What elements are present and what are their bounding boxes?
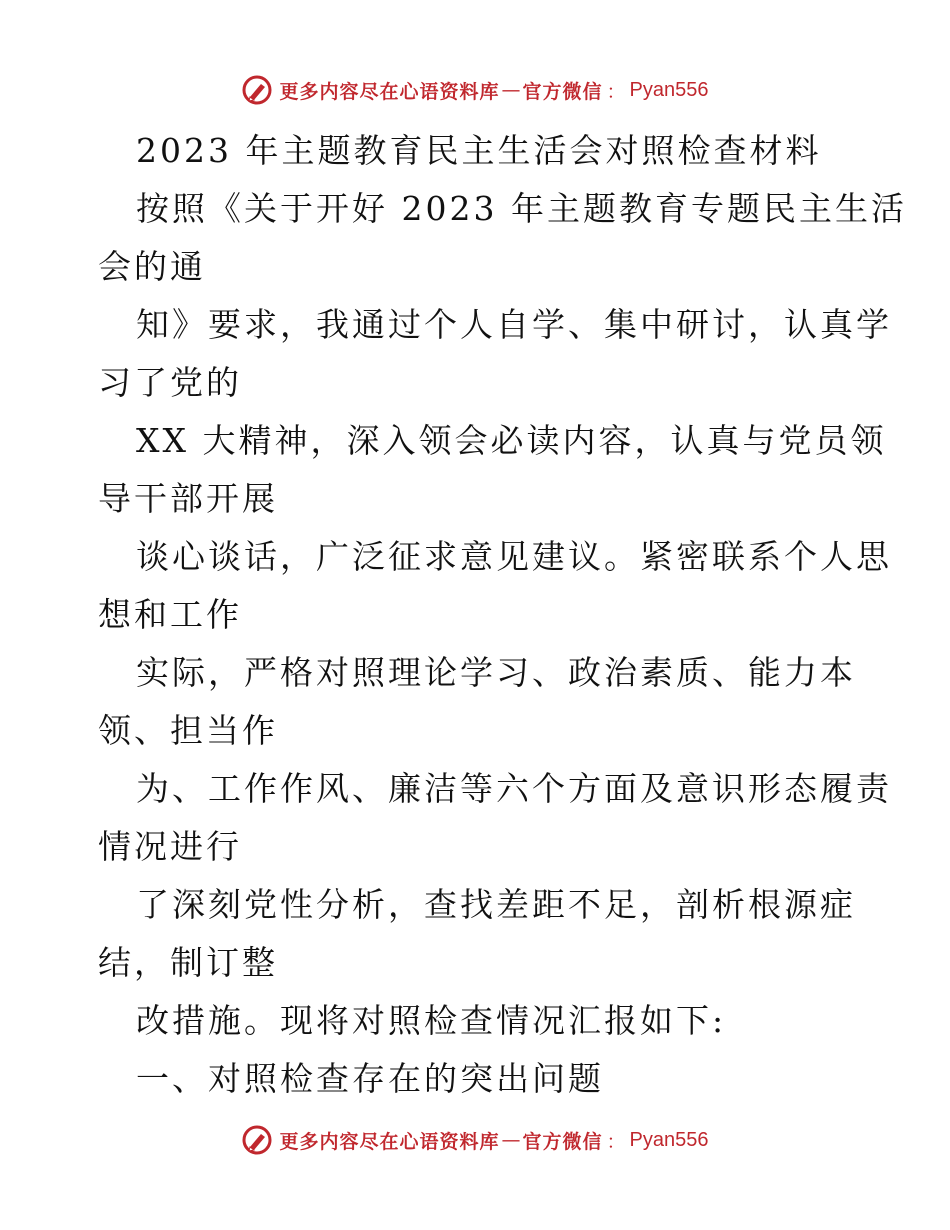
paragraph-line: 习了党的 — [98, 363, 242, 402]
banner-colon: ： — [606, 80, 626, 103]
paragraph-line: 按照《关于开好 2023 年主题教育专题民主生活 — [136, 189, 907, 228]
banner-wechat-id: Pyan556 — [629, 1128, 709, 1151]
banner-separator: — — [501, 1129, 521, 1151]
banner-text: 更多内容尽在心语资料库 — [279, 80, 500, 103]
section-heading: 一、对照检查存在的突出问题 — [136, 1059, 604, 1098]
paragraph-line: 了深刻党性分析，查找差距不足，剖析根源症 — [136, 885, 856, 924]
banner-text: 更多内容尽在心语资料库 — [279, 1130, 500, 1153]
banner-wechat-label: 官方微信 — [522, 80, 603, 103]
pen-logo-icon — [241, 74, 273, 106]
paragraph-line: 想和工作 — [98, 595, 242, 634]
banner-wechat-id: Pyan556 — [629, 78, 709, 101]
paragraph-line: 实际，严格对照理论学习、政治素质、能力本 — [136, 653, 856, 692]
banner-colon: ： — [606, 1130, 626, 1153]
paragraph-line: 谈心谈话，广泛征求意见建议。紧密联系个人思 — [136, 537, 892, 576]
footer-banner — [0, 1120, 950, 1160]
header-banner — [0, 70, 950, 110]
paragraph-line: 为、工作作风、廉洁等六个方面及意识形态履责 — [136, 769, 892, 808]
paragraph-line: 情况进行 — [98, 827, 242, 866]
paragraph-line: 导干部开展 — [98, 479, 278, 518]
document-title: 2023 年主题教育民主生活会对照检查材料 — [136, 131, 822, 170]
paragraph-line: 结，制订整 — [98, 943, 278, 982]
paragraph-line: 领、担当作 — [98, 711, 278, 750]
paragraph-line: 改措施。现将对照检查情况汇报如下: — [136, 1001, 727, 1040]
paragraph-line: 会的通 — [98, 247, 206, 286]
pen-logo-icon — [241, 1124, 273, 1156]
banner-wechat-label: 官方微信 — [522, 1130, 603, 1153]
paragraph-line: 知》要求，我通过个人自学、集中研讨，认真学 — [136, 305, 892, 344]
document-body — [98, 122, 907, 1108]
banner-separator: — — [501, 79, 521, 101]
paragraph-line: XX 大精神，深入领会必读内容，认真与党员领 — [136, 421, 887, 460]
